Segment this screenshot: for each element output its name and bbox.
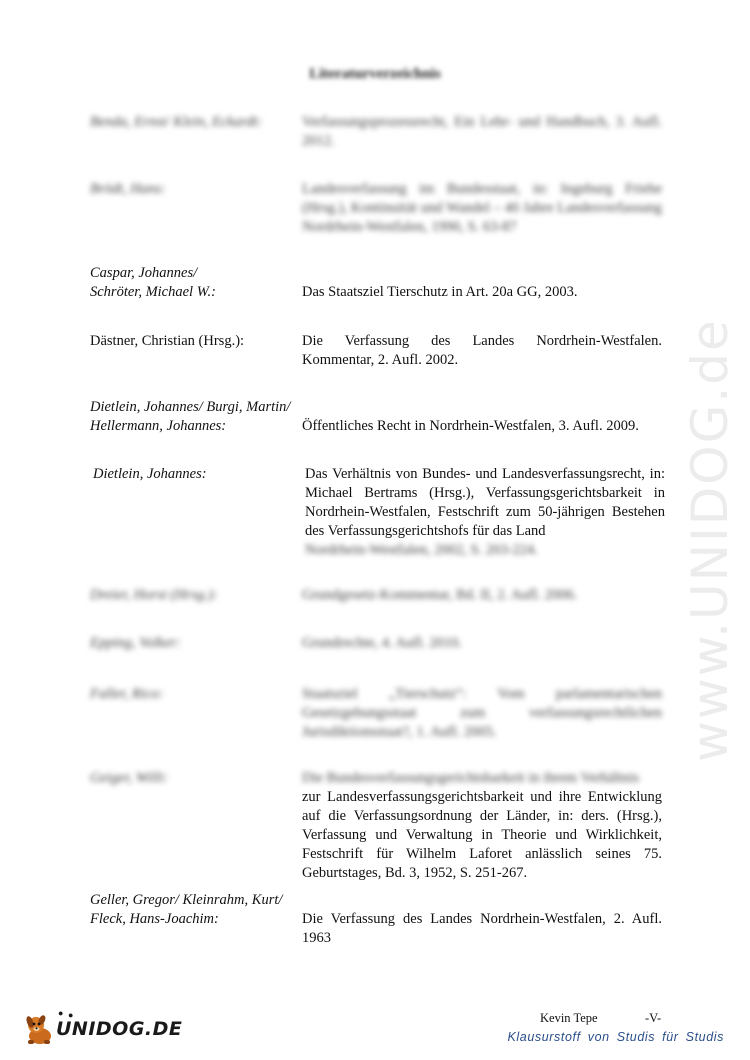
entry-author: Geller, Gregor/ Kleinrahm, Kurt/ Fleck, Hans-Joachim: — [90, 892, 283, 927]
page-title: Literaturverzeichnis — [309, 66, 441, 82]
logo-text: UNIDOG.DE — [56, 1018, 183, 1040]
unidog-logo[interactable] — [22, 1008, 183, 1048]
paw-icon: ● — [68, 1010, 74, 1020]
entry-author: Dästner, Christian (Hrsg.): — [90, 333, 245, 349]
entry-author: Dietlein, Johannes/ Burgi, Martin/ Hellermann, Johannes: — [90, 399, 291, 434]
entry-author: Dreier, Horst (Hrsg.): — [90, 587, 218, 603]
dog-mascot-icon — [22, 1012, 58, 1048]
entry-author: Faller, Rico: — [90, 686, 164, 702]
entry-author: Epping, Volker: — [90, 635, 182, 651]
entry-work: Staatsziel „Tierschutz“: Vom parlamentarischen Gesetzgebungsstaat zum verfassungsrechtlichen Jurisdiktionsstaat?, 1. Aufl. 2005. — [302, 686, 662, 740]
entry-author: Geiger, Willi: — [90, 770, 169, 786]
footer-author: Kevin Tepe — [540, 1011, 598, 1025]
entry-work-blurred: Die Bundesverfassungsgerichtsbarkeit in ihrem Verhältnis — [302, 770, 640, 786]
entry-work-clear: Das Verhältnis von Bundes- und Landesverfassungsrecht, in: Michael Bertrams (Hrsg.), Verfassungsgerichtsbarkeit in Nordrhein-Westfalen, Festschrift zum 50-jährigen Bestehen des Verfassungsgerichtshofs für das Land — [305, 466, 665, 539]
entry-work — [302, 769, 662, 883]
entry-work: Verfassungsprozessrecht, Ein Lehr- und Handbuch, 3. Aufl. 2012. — [302, 114, 662, 149]
entry-work: Das Staatsziel Tierschutz in Art. 20a GG, 2003. — [302, 284, 578, 300]
entry-author: Dietlein, Johannes: — [93, 466, 207, 482]
entry-work: Grundrechte, 4. Aufl. 2010. — [302, 635, 462, 651]
entry-author: Caspar, Johannes/ Schröter, Michael W.: — [90, 265, 216, 300]
entry-work: Landesverfassung im Bundesstaat, in: Ingeburg Friebe (Hrsg.), Kontinuität und Wandel – 40 Jahre Landesverfassung Nordrhein-Westfalen, 1990, S. 63-87 — [302, 181, 662, 235]
entry-work: Grundgesetz-Kommentar, Bd. II, 2. Aufl. 2006. — [302, 587, 578, 603]
entry-work-clear: zur Landesverfassungsgerichtsbarkeit und ihre Entwicklung auf die Verfassungsordnung der Länder, in: ders. (Hrsg.), Verfassung und Verwaltung in Theorie und Wirklichkeit, Festschrift für Wilhelm Laforet anlässlich seines 75. Geburtstages, Bd. 3, 1952, S. 251-267. — [302, 789, 662, 881]
entry-work-blurred: Nordrhein-Westfalen, 2002, S. 203-224. — [305, 542, 538, 558]
paw-icon: ● — [58, 1008, 64, 1018]
entry-author: Benda, Ernst/ Klein, Eckardt: — [90, 114, 263, 130]
page-number: -V- — [645, 1011, 662, 1025]
watermark-text: www.UNIDOG.de — [681, 318, 739, 762]
entry-work: Öffentliches Recht in Nordrhein-Westfalen, 3. Aufl. 2009. — [302, 418, 639, 434]
entry-work: Die Verfassung des Landes Nordrhein-Westfalen, 2. Aufl. 1963 — [302, 911, 662, 946]
entry-work — [305, 465, 665, 560]
entry-work: Die Verfassung des Landes Nordrhein-Westfalen. Kommentar, 2. Aufl. 2002. — [302, 333, 662, 368]
entry-author: Brödt, Hans: — [90, 181, 166, 197]
footer-slogan: Klausurstoff von Studis für Studis — [507, 1030, 724, 1044]
